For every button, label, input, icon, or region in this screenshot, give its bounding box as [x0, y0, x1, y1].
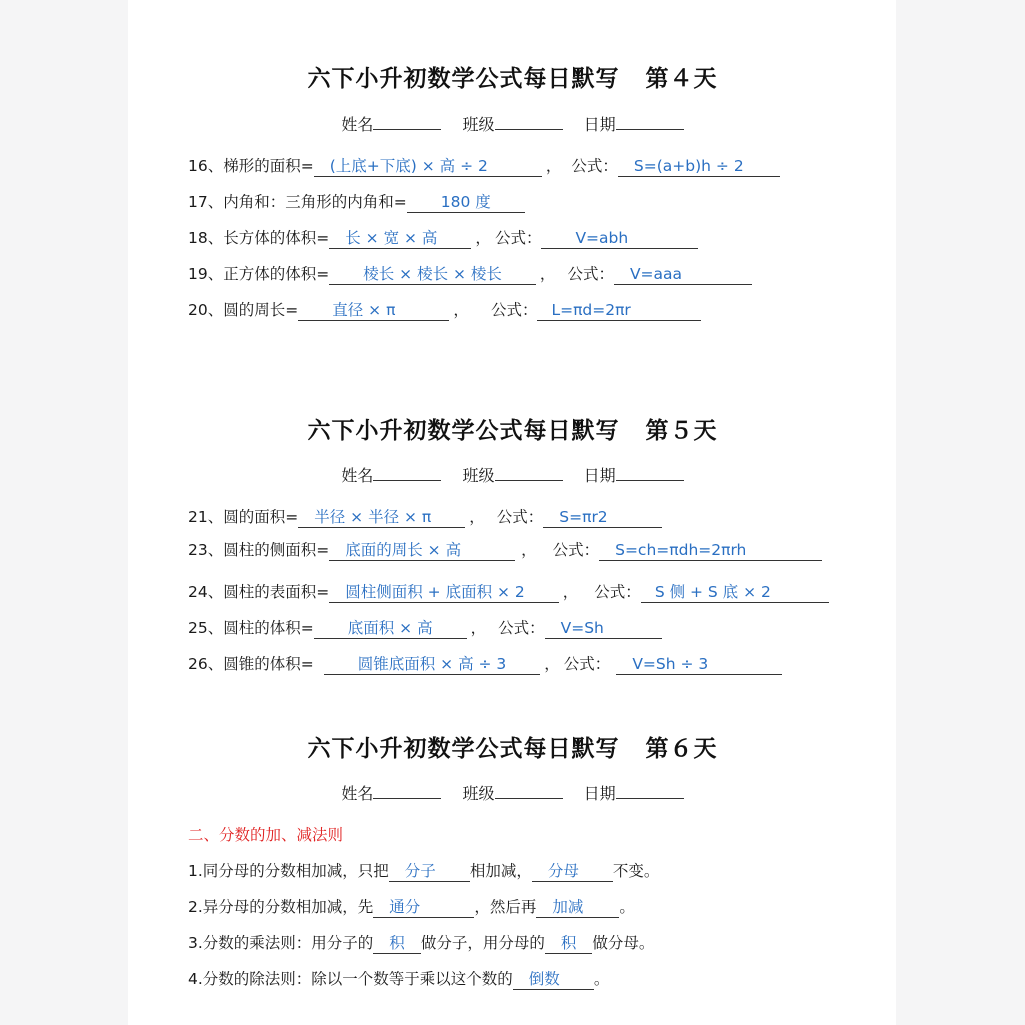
name-label: 姓名 [341, 466, 374, 485]
formula-blank: V=aaa [614, 266, 752, 285]
answer-blank: 加减 [536, 899, 619, 918]
day6-title-main: 六下小升初数学公式每日默写 [307, 735, 620, 762]
day5-item-21: 21、圆的面积= 半径 × 半径 × π ， 公式： S=πr2 [188, 505, 662, 528]
class-blank[interactable] [495, 115, 563, 130]
name-blank[interactable] [373, 784, 441, 799]
day6-title-day: 第６天 [645, 735, 718, 762]
class-blank[interactable] [495, 784, 563, 799]
name-blank[interactable] [373, 115, 441, 130]
answer-blank: 底面的周长 × 高 [329, 542, 515, 561]
rule-3: 3.分数的乘法则：用分子的 积 做分子，用分母的 积 做分母。 [188, 934, 655, 952]
rule-4: 4.分数的除法则：除以一个数等于乘以这个数的 倒数 。 [188, 970, 610, 988]
day4-item-18: 18、长方体的体积= 长 × 宽 × 高 ， 公式： V=abh [188, 226, 698, 249]
section-heading: 二、分数的加、减法则 [188, 826, 344, 844]
name-label: 姓名 [341, 115, 374, 134]
day4-title [0, 60, 1025, 93]
day4-info-row [0, 112, 1025, 135]
formula-blank: L=πd=2πr [537, 302, 700, 321]
answer-blank: 分母 [532, 863, 613, 882]
day5-item-26: 26、圆锥的体积= 圆锥底面积 × 高 ÷ 3 ， 公式： V=Sh ÷ 3 [188, 652, 782, 675]
date-label: 日期 [583, 784, 616, 803]
date-blank[interactable] [616, 115, 684, 130]
date-blank[interactable] [616, 466, 684, 481]
day4-title-day: 第４天 [645, 65, 718, 92]
date-blank[interactable] [616, 784, 684, 799]
rule-2: 2.异分母的分数相加减，先 通分 ，然后再 加减 。 [188, 898, 635, 916]
rule-1: 1.同分母的分数相加减，只把 分子 相加减， 分母 不变。 [188, 862, 660, 880]
day5-item-25: 25、圆柱的体积= 底面积 × 高 ， 公式： V=Sh [188, 616, 662, 639]
answer-blank: (上底+下底) × 高 ÷ 2 [314, 158, 542, 177]
answer-blank: 半径 × 半径 × π [298, 509, 465, 528]
answer-blank: 180 度 [407, 194, 525, 213]
date-label: 日期 [583, 115, 616, 134]
day4-item-19: 19、正方体的体积= 棱长 × 棱长 × 棱长 ， 公式： V=aaa [188, 262, 752, 285]
day5-title [0, 412, 1025, 445]
day4-item-16: 16、梯形的面积= (上底+下底) × 高 ÷ 2 ， 公式： S=(a+b)h ÷ 2 [188, 154, 780, 177]
formula-blank: S=πr2 [543, 509, 661, 528]
class-label: 班级 [462, 466, 495, 485]
day5-info-row [0, 463, 1025, 486]
answer-blank: 长 × 宽 × 高 [329, 230, 471, 249]
formula-blank: S 侧 + S 底 × 2 [641, 584, 829, 603]
day5-item-24: 24、圆柱的表面积= 圆柱侧面积 + 底面积 × 2 ， 公式： S 侧 + S 底 × 2 [188, 580, 829, 603]
name-blank[interactable] [373, 466, 441, 481]
formula-blank: S=(a+b)h ÷ 2 [618, 158, 780, 177]
day4-item-17: 17、内角和：三角形的内角和= 180 度 [188, 190, 525, 213]
day6-title [0, 730, 1025, 763]
answer-blank: 分子 [389, 863, 470, 882]
day5-title-day: 第５天 [645, 417, 718, 444]
day5-title-main: 六下小升初数学公式每日默写 [307, 417, 620, 444]
answer-blank: 倒数 [513, 971, 594, 990]
formula-blank: V=Sh [545, 620, 662, 639]
formula-blank: S=ch=πdh=2πrh [599, 542, 822, 561]
formula-blank: V=Sh ÷ 3 [616, 656, 782, 675]
answer-blank: 圆锥底面积 × 高 ÷ 3 [324, 656, 541, 675]
answer-blank: 圆柱侧面积 + 底面积 × 2 [329, 584, 559, 603]
answer-blank: 底面积 × 高 [314, 620, 467, 639]
day5-item-23: 23、圆柱的侧面积= 底面的周长 × 高 ， 公式： S=ch=πdh=2πrh [188, 538, 822, 561]
class-label: 班级 [462, 115, 495, 134]
date-label: 日期 [583, 466, 616, 485]
class-blank[interactable] [495, 466, 563, 481]
answer-blank: 通分 [373, 899, 474, 918]
answer-blank: 积 [545, 935, 593, 954]
class-label: 班级 [462, 784, 495, 803]
day4-item-20: 20、圆的周长= 直径 × π ， 公式： L=πd=2πr [188, 298, 701, 321]
name-label: 姓名 [341, 784, 374, 803]
day6-info-row [0, 781, 1025, 804]
formula-blank: V=abh [541, 230, 698, 249]
answer-blank: 积 [373, 935, 421, 954]
answer-blank: 直径 × π [298, 302, 449, 321]
answer-blank: 棱长 × 棱长 × 棱长 [329, 266, 536, 285]
day4-title-main: 六下小升初数学公式每日默写 [307, 65, 620, 92]
